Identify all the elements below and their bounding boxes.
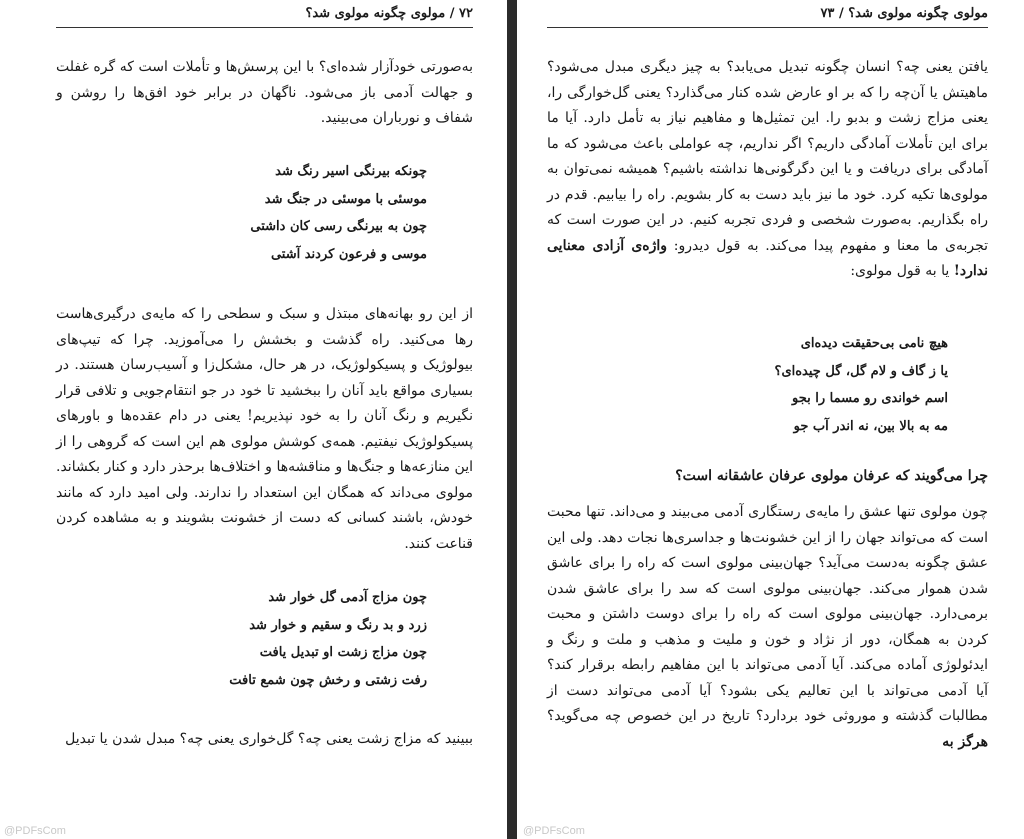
right-watermark: @PDFsCom (523, 825, 585, 837)
verse-line: موسئی با موسئی در جنگ شد (264, 191, 427, 207)
right-page (517, 0, 1024, 839)
verse-line: هیچ نامی بی‌حقیقت دیده‌ای (800, 336, 948, 351)
verse-line: موسی و فرعون کردند آشتی (270, 246, 427, 262)
left-page (0, 0, 507, 839)
left-verse-1 (250, 158, 427, 268)
left-paragraph-2-text: از این رو بهانه‌های مبتذل و سبک و سطحی را که مایه‌ی درگیری‌هاست رها می‌کنید. راه گذشت و بخشش را می‌آموزید. چرا که تیپ‌های بیولوژیک و پسیکولوژیک، در هر حال، مشکل‌زا و آسیب‌رسان هستند. در بسیاری مواقع باید آنان را ببخشید تا خود در جو انتقام‌جویی و تلافی قرار نگیریم و رنگ آنان را به خود نپذیریم! یعنی در دام عقده‌ها و باورهای پسیکولوژیک نیفتیم. همه‌ی کوشش مولوی هم این است که گروهی را از این منازعه‌ها و جنگ‌ها و مناقشه‌ها و اختلاف‌ها برحذر دارد و کنار بکشاند. مولوی می‌داند که همگان این استعداد را ندارند. ولی امید دارد که مانند خودش، باشند کسانی که دست از خشونت بشویند و به مشاهده کردن قناعت کنند. (56, 306, 473, 552)
diderot-quote: واژه‌ی آزادی معنایی ندارد! (547, 237, 988, 279)
verse-line: رفت زشتی و رخش چون شمع تافت (229, 672, 427, 688)
left-page-header: ۷۲ / مولوی چگونه مولوی شد؟ (305, 6, 473, 21)
right-paragraph-1-text (547, 55, 988, 285)
left-paragraph-3-text: ببینید که مزاج زشت یعنی چه؟ گل‌خواری یعنی چه؟ مبدل شدن یا تبدیل (65, 731, 473, 747)
left-header-rule (56, 27, 473, 28)
paragraph-text: چون مولوی تنها عشق را مایه‌ی رستگاری آدمی می‌بیند و می‌داند. تنها محبت است که می‌تواند جهان را از این خشونت‌ها و جداسری‌ها نجات دهد. ولی این عشق چگونه به‌دست می‌آید؟ جهان‌بینی مولوی است که راه را برای عاشق شدن هموار می‌کند. جهان‌بینی مولوی است که سد را برای عاشق شدن برمی‌دارد. جهان‌بینی مولوی است که راه را برای دوست داشتن و محبت کردن به همگان، دور از نژاد و خون و ملیت و مذهب و ملت و رنگ و ایدئولوژی آماده می‌کند. آیا آدمی می‌تواند با این مفاهیم رابطه برقرار کند؟ آیا آدمی می‌تواند با این تعالیم یکی بشود؟ آیا آدمی می‌تواند دست از مطالبات گذشته و موروثی خود بردارد؟ تاریخ در این خصوص چه می‌گوید؟ (547, 504, 988, 724)
verse-line: چون به بیرنگی رسی کان داشتی (250, 219, 427, 234)
left-paragraph-1-text: به‌صورتی خودآزار شده‌ای؟ با این پرسش‌ها و تأملات است که گره غفلت و جهالت آدمی باز می‌شود. ناگهان در برابر خود افق‌ها را روشن و شفاف و نورباران می‌بینید. (56, 59, 473, 126)
right-paragraph-2-text (547, 500, 988, 755)
verse-line: چون مزاج زشت او تبدیل یافت (259, 645, 427, 660)
right-paragraph-1 (547, 55, 988, 285)
section-heading: چرا می‌گویند که عرفان مولوی عرفان عاشقانه است؟ (675, 468, 988, 484)
left-watermark: @PDFsCom (4, 825, 66, 837)
verse-line: مه به بالا بین، نه اندر آب جو (793, 418, 948, 434)
verse-line: اسم خواندی رو مسما را بجو (792, 391, 948, 406)
verse-line: چونکه بیرنگی اسیر رنگ شد (275, 164, 427, 179)
left-verse-2 (229, 584, 427, 694)
verse-line: زرد و بد رنگ و سقیم و خوار شد (249, 617, 427, 633)
right-verse (775, 330, 948, 440)
right-header-rule (547, 27, 988, 28)
right-page-header: مولوی چگونه مولوی شد؟ / ۷۳ (820, 6, 988, 21)
paragraph-tail: یا به قول مولوی: (850, 263, 950, 279)
paragraph-bold-end: هرگز به (942, 733, 988, 750)
verse-line: چون مزاج آدمی گل خوار شد (268, 590, 427, 605)
left-paragraph-3 (56, 727, 473, 753)
paragraph-text: یافتن یعنی چه؟ انسان چگونه تبدیل می‌یابد؟ به چیز دیگری مبدل می‌شود؟ ماهیتش یا آن‌چه را که بر او عارض شده کنار می‌گذارد؟ یعنی گل‌خوارگی را، یعنی مزاج زشت و بدبو را. این تمثیل‌ها و مفاهیم نیاز به تأمل دارد. آیا ما برای این تأملات آمادگی داریم؟ اگر نداریم، چه عواملی باعث می‌شود که ما آمادگی برای دریافت و یا این دگرگونی‌ها نداشته باشیم؟ همیشه نمی‌توان به مولوی‌ها تکیه کرد. خود ما نیز باید دست به کار بشویم. راه را بیابیم. قدم در راه بگذاریم. به‌صورت شخصی و فردی تجربه کنیم. در این صورت است که تجربه‌ی ما معنا و مفهوم پیدا می‌کند. به قول دیدرو: (547, 59, 988, 254)
left-paragraph-1 (56, 55, 473, 132)
verse-line: یا ز گاف و لام گل، گل چیده‌ای؟ (774, 363, 948, 379)
book-gutter (507, 0, 517, 839)
left-paragraph-2 (56, 302, 473, 557)
right-paragraph-2 (547, 500, 988, 755)
